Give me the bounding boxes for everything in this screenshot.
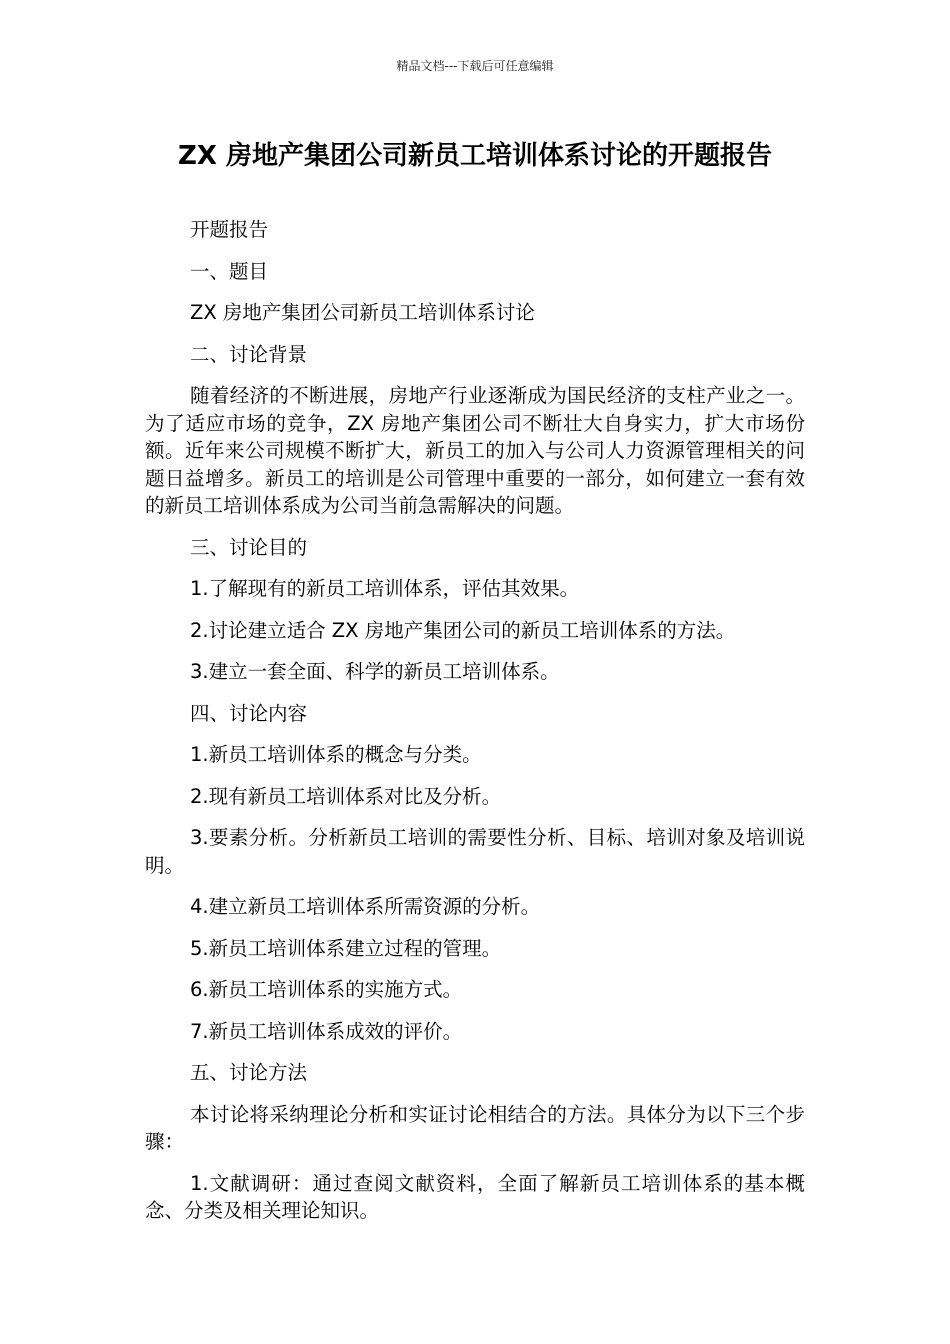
document-title: ZX 房地产集团公司新员工培训体系讨论的开题报告 (178, 141, 772, 171)
list-item-method-1: 1.文献调研：通过查阅文献资料，全面了解新员工培训体系的基本概念、分类及相关理论知识。 (145, 1171, 805, 1222)
section-heading-topic: 一、题目 (190, 259, 269, 283)
list-item-content-6: 6.新员工培训体系的实施方式。 (190, 978, 463, 1001)
section-heading-background: 二、讨论背景 (190, 342, 308, 366)
list-item-content-4: 4.建立新员工培训体系所需资源的分析。 (190, 895, 541, 918)
section-heading-content: 四、讨论内容 (190, 701, 308, 725)
list-item-content-3: 3.要素分析。分析新员工培训的需要性分析、目标、培训对象及培训说明。 (145, 826, 805, 877)
section-heading-purpose: 三、讨论目的 (190, 535, 308, 559)
header-note: 精品文档---下载后可任意编辑 (396, 59, 554, 73)
section-heading-method: 五、讨论方法 (190, 1061, 308, 1084)
paragraph-heading-report: 开题报告 (190, 218, 269, 241)
paragraph-topic: ZX 房地产集团公司新员工培训体系讨论 (190, 301, 535, 324)
list-item-purpose-1: 1.了解现有的新员工培训体系，评估其效果。 (190, 577, 580, 600)
list-item-purpose-3: 3.建立一套全面、科学的新员工培训体系。 (190, 660, 560, 683)
list-item-purpose-2: 2.讨论建立适合 ZX 房地产集团公司的新员工培训体系的方法。 (190, 618, 736, 642)
document-body (145, 216, 805, 1239)
list-item-content-1: 1.新员工培训体系的概念与分类。 (190, 743, 482, 766)
list-item-content-5: 5.新员工培训体系建立过程的管理。 (190, 936, 502, 960)
list-item-content-7: 7.新员工培训体系成效的评价。 (190, 1019, 463, 1043)
list-item-content-2: 2.现有新员工培训体系对比及分析。 (190, 784, 502, 808)
paragraph-method: 本讨论将采纳理论分析和实证讨论相结合的方法。具体分为以下三个步骤： (145, 1102, 805, 1153)
paragraph-background: 随着经济的不断进展，房地产行业逐渐成为国民经济的支柱产业之一。为了适应市场的竞争，ZX 房地产集团公司不断壮大自身实力，扩大市场份额。近年来公司规模不断扩大，新员工的加入与公司人力资源管理相关的问题日益增多。新员工的培训是公司管理中重要的一部分，如何建立一套有效的新员工培训体系成为公司当前急需解决的问题。 (145, 384, 805, 517)
